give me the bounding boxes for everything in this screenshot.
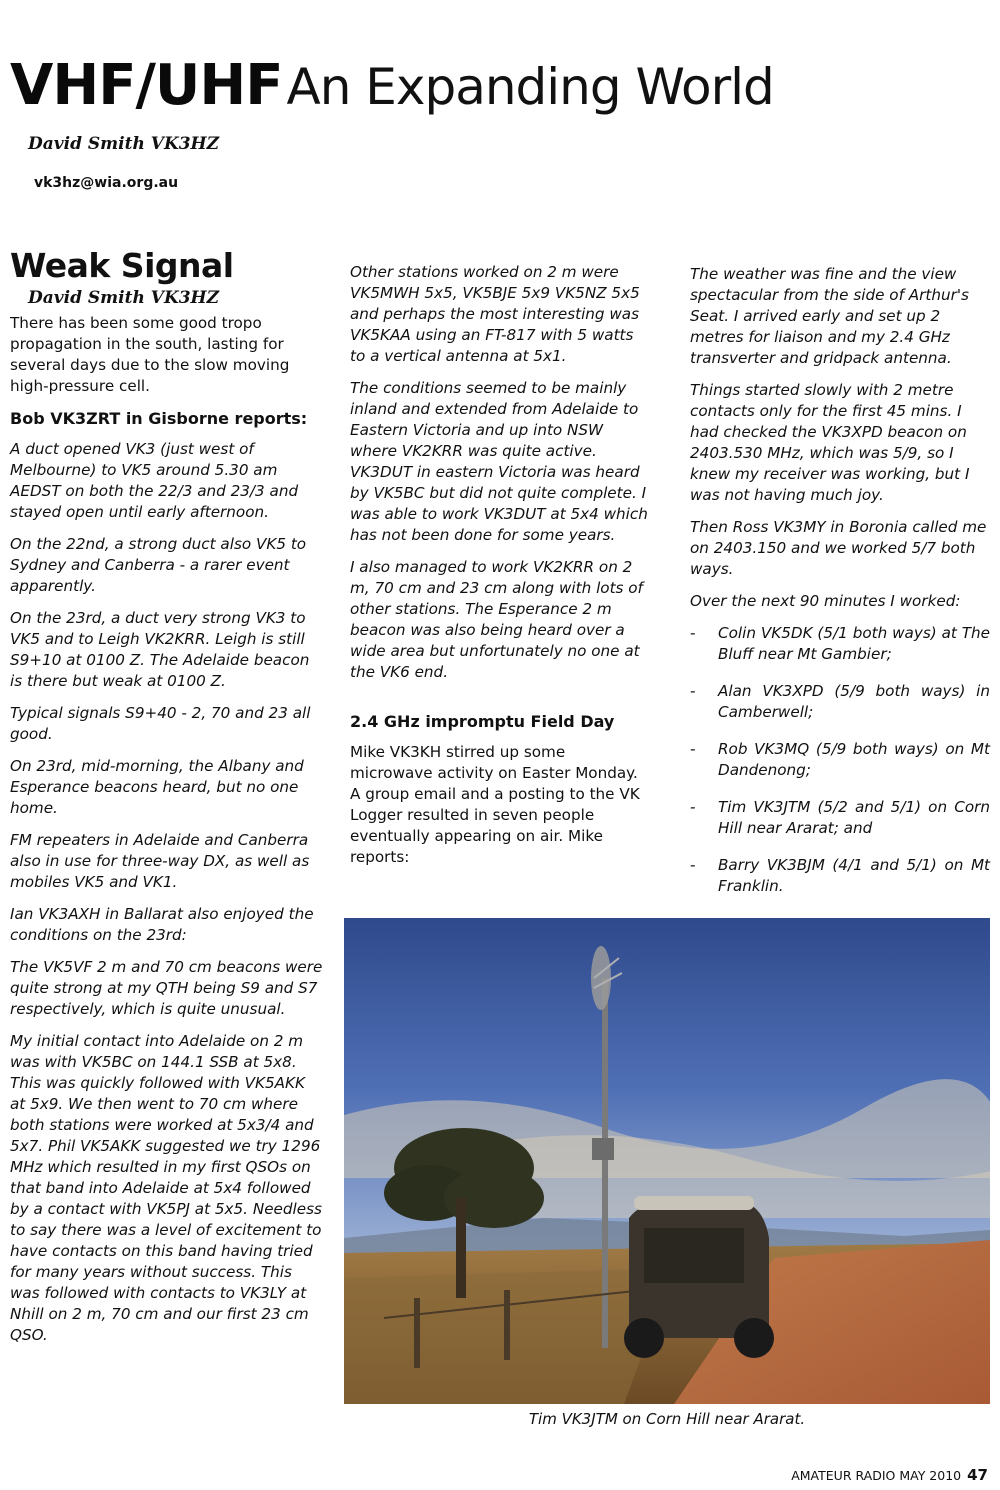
section-title: Weak Signal [10, 246, 234, 285]
paragraph: The weather was fine and the view spectacular from the side of Arthur's Seat. I arrived early and set up 2 metres for liaison and my 2.4 GHz transverter and gridpack antenna. [690, 265, 969, 367]
list-item: - Barry VK3BJM (4/1 and 5/1) on Mt Franklin. [690, 855, 990, 897]
paragraph: I also managed to work VK2KRR on 2 m, 70 cm and 23 cm along with lots of other stations. The Esperance 2 m beacon was also being heard over a wide area but unfortunately no one at the VK6 end. [350, 558, 643, 681]
paragraph: Other stations worked on 2 m were VK5MWH 5x5, VK5BJE 5x9 VK5NZ 5x5 and perhaps the most interesting was VK5KAA using an FT-817 with 5 watts to a vertical antenna at 5x1. [350, 263, 640, 365]
list-item: - Tim VK3JTM (5/2 and 5/1) on Corn Hill near Ararat; and [690, 797, 990, 839]
header-title-bold: VHF/UHF [10, 53, 283, 118]
paragraph: The conditions seemed to be mainly inland and extended from Adelaide to Eastern Victoria and up into NSW where VK2KRR was quite active. VK3DUT in eastern Victoria was heard by VK5BC but did not quite complete. I was able to work VK3DUT at 5x4 which has not been done for some years. [350, 379, 648, 544]
contacts-list [690, 623, 990, 897]
magazine-issue: AMATEUR RADIO MAY 2010 [791, 1468, 962, 1483]
paragraph: FM repeaters in Adelaide and Canberra also in use for three-way DX, as well as mobiles VK5 and VK1. [10, 831, 310, 891]
subheading-bob-report: Bob VK3ZRT in Gisborne reports: [10, 409, 308, 428]
article-column-2 [350, 262, 650, 879]
subheading-field-day: 2.4 GHz impromptu Field Day [350, 712, 615, 731]
page-header [10, 53, 774, 118]
paragraph: Then Ross VK3MY in Boronia called me on 2403.150 and we worked 5/7 both ways. [690, 518, 987, 578]
paragraph: On the 23rd, a duct very strong VK3 to VK5 and to Leigh VK2KRR. Leigh is still S9+10 at 0100 Z. The Adelaide beacon is there but weak at 0100 Z. [10, 609, 310, 690]
paragraph: Over the next 90 minutes I worked: [690, 592, 961, 610]
page-footer [791, 1466, 988, 1484]
field-day-photo [344, 918, 990, 1404]
list-item: - Alan VK3XPD (5/9 both ways) in Camberwell; [690, 681, 990, 723]
column-author: David Smith VK3HZ [28, 134, 220, 154]
page-number: 47 [967, 1466, 988, 1484]
paragraph: Things started slowly with 2 metre contacts only for the first 45 mins. I had checked the VK3XPD beacon on 2403.530 MHz, which was 5/9, so I knew my receiver was working, but I was not having much joy. [690, 381, 970, 504]
author-email: vk3hz@wia.org.au [34, 175, 179, 191]
paragraph: A duct opened VK3 (just west of Melbourne) to VK5 around 5.30 am AEDST on both the 22/3 and 23/3 and stayed open until early afternoon. [10, 440, 299, 521]
paragraph: My initial contact into Adelaide on 2 m was with VK5BC on 144.1 SSB at 5x8. This was quickly followed with VK5AKK at 5x9. We then went to 70 cm where both stations were worked at 5x3/4 and 5x7. Phil VK5AKK suggested we try 1296 MHz which resulted in my first QSOs on that band into Adelaide at 5x4 followed by a contact with VK5PJ at 5x5. Needless to say there was a level of excitement to have contacts on this band having tried for many years without success. This was followed with contacts to VK3LY at Nhill on 2 m, 70 cm and our first 23 cm QSO. [10, 1032, 322, 1344]
paragraph: Ian VK3AXH in Ballarat also enjoyed the conditions on the 23rd: [10, 905, 314, 944]
header-title-light: An Expanding World [286, 58, 774, 116]
paragraph: Mike VK3KH stirred up some microwave activity on Easter Monday. A group email and a posting to the VK Logger resulted in seven people eventually appearing on air. Mike reports: [350, 743, 640, 866]
list-item: - Colin VK5DK (5/1 both ways) at The Bluff near Mt Gambier; [690, 623, 990, 665]
section-author: David Smith VK3HZ [28, 288, 220, 308]
paragraph: On 23rd, mid-morning, the Albany and Esperance beacons heard, but no one home. [10, 757, 304, 817]
intro-paragraph: There has been some good tropo propagation in the south, lasting for several days due to the slow moving high-pressure cell. [10, 314, 290, 395]
paragraph: The VK5VF 2 m and 70 cm beacons were quite strong at my QTH being S9 and S7 respectively, which is quite unusual. [10, 958, 323, 1018]
list-item: - Rob VK3MQ (5/9 both ways) on Mt Dandenong; [690, 739, 990, 781]
article-column-3 [690, 264, 990, 913]
article-column-1 [10, 240, 325, 1357]
photo-caption: Tim VK3JTM on Corn Hill near Ararat. [528, 1410, 806, 1428]
paragraph: Typical signals S9+40 - 2, 70 and 23 all good. [10, 704, 311, 743]
paragraph: On the 22nd, a strong duct also VK5 to Sydney and Canberra - a rarer event apparently. [10, 535, 307, 595]
